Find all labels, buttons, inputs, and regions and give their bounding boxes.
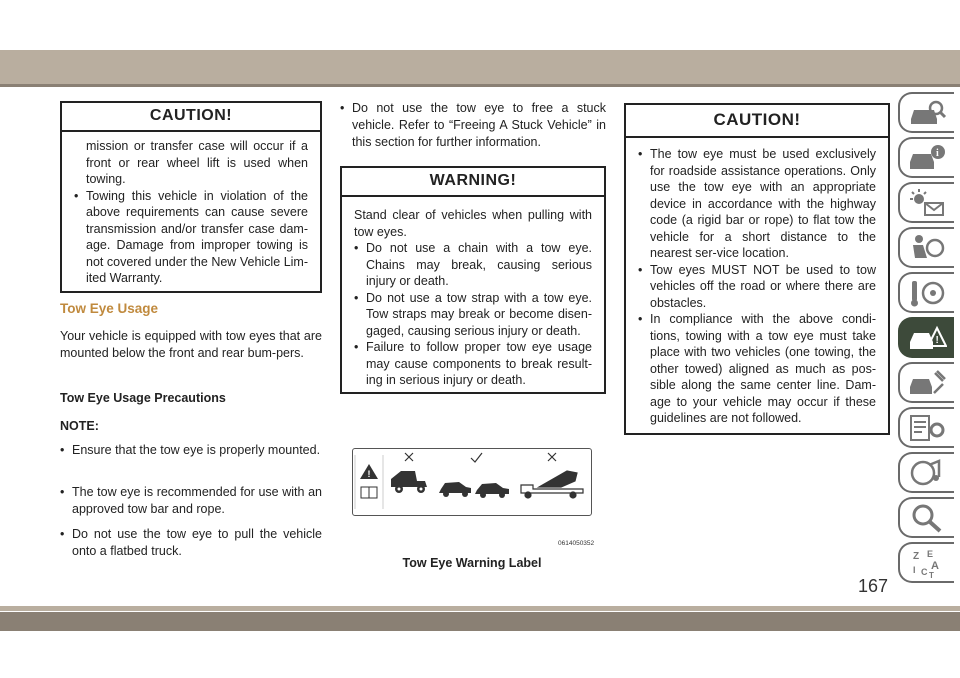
warning-lights-icon [907,187,947,219]
chapter-tabs [896,92,960,587]
tab-index[interactable] [898,542,954,583]
car-service-icon [907,367,947,399]
svg-text:C: C [921,566,928,577]
figure-caption: Tow Eye Warning Label [402,556,542,570]
warning-bullet: • Do not use a chain with a tow eye. Chains may break, causing serious injury or death. [354,240,592,290]
caution-body [62,132,320,295]
intro-paragraph: Your vehicle is equipped with tow eyes that are mounted below the front and rear bum-pers. [60,329,322,360]
check-mark-icon [471,453,482,462]
tab-warning-lights[interactable] [898,182,954,223]
bottom-band [0,612,960,631]
specs-gear-icon [907,412,947,444]
steering-key-icon [907,277,947,309]
subheading: Tow Eye Usage Precautions [60,391,226,405]
caution-bullet: • The tow eye must be used exclusively for roadside assistance operations. Only use the tow eye with an appropriate device in accordance with the highway code (a rigid bar or rope) to flat tow the vehicle for a short distance to the nearest ser-vice location. [638,146,876,262]
tab-multimedia[interactable] [898,452,954,493]
warning-intro: Stand clear of vehicles when pulling with tow eyes. [354,208,592,239]
svg-text:!: ! [935,334,939,346]
towed-cars-icon [439,482,509,498]
caution-text: mission or transfer case will occur if a front or rear wheel lift is used when towing. [86,139,308,186]
note-bullet: • The tow eye is recommended for use with an approved tow bar and rope. [60,484,322,518]
top-band [0,50,960,84]
middle-bullet: • Do not use the tow eye to free a stuck vehicle. Refer to “Freeing A Stuck Vehicle” in this section for further information. [340,100,606,151]
caution-body [626,138,888,435]
tow-eye-warning-label-illustration [352,448,592,516]
multimedia-icon [907,457,947,489]
note-bullet: • Do not use the tow eye to pull the vehicle onto a flatbed truck. [60,526,322,560]
caution-bullet: • Tow eyes MUST NOT be used to tow vehicles off the road or where there are obstacles. [638,262,876,312]
cross-mark-icon [548,453,556,461]
caution-bullet: • In compliance with the above condi-tions, towing with a tow eye must take place with two vehicles (one towing, the other towed) aligned as much as pos-sible along the same center line. Dam-age to your vehicle may occur if these guidelines are not followed. [638,311,876,427]
section-heading: Tow Eye Usage [60,301,159,316]
warning-bullet: • Do not use a tow strap with a tow eye. Tow straps may break or become disen-gaged, causing serious injury or death. [354,290,592,340]
tab-emergency[interactable] [898,317,954,358]
seat-airbag-icon [907,232,947,264]
tow-label-graphic [353,449,593,517]
cross-mark-icon [405,453,413,461]
caution-box-left [60,101,322,293]
warning-bullet: • Failure to follow proper tow eye usage may cause components to break result-ing in serious injury or death. [354,339,592,389]
svg-text:i: i [936,147,939,159]
car-search-icon [907,97,947,129]
caution-bullet: • Towing this vehicle in violation of the above requirements can cause severe transmission and/or transfer case dam-age. Damage from improper towing is not covered under the New Vehicle Lim-ited Warranty. [74,188,308,287]
page-number: 167 [858,576,889,596]
warning-box [340,166,606,394]
car-info-icon [907,142,947,174]
svg-text:I: I [913,564,916,575]
flatbed-truck-icon [521,471,583,498]
tab-car-info[interactable] [898,137,954,178]
note-bullet: • Ensure that the tow eye is properly mounted. [60,442,322,459]
tab-car-service[interactable] [898,362,954,403]
bottom-band-light [0,606,960,611]
caution-title: CAUTION! [626,105,888,138]
tab-steering-key[interactable] [898,272,954,313]
svg-text:E: E [927,548,934,559]
tow-truck-icon [391,471,427,493]
index-az-icon [907,547,947,579]
tab-specs[interactable] [898,407,954,448]
note-label: NOTE: [60,419,99,433]
caution-title: CAUTION! [62,103,320,132]
caution-box-right [624,103,890,435]
svg-text:Z: Z [913,550,920,562]
warning-body [342,197,604,397]
search-icon [907,502,947,534]
figure-code: 0614050352 [558,540,595,547]
emergency-car-icon [907,322,947,354]
top-band-rule [0,84,960,87]
tab-seat-airbag[interactable] [898,227,954,268]
tab-car-search[interactable] [898,92,954,133]
svg-text:A: A [931,559,939,572]
svg-text:!: ! [367,469,371,479]
warning-title: WARNING! [342,168,604,197]
svg-text:T: T [929,570,934,579]
tab-search[interactable] [898,497,954,538]
